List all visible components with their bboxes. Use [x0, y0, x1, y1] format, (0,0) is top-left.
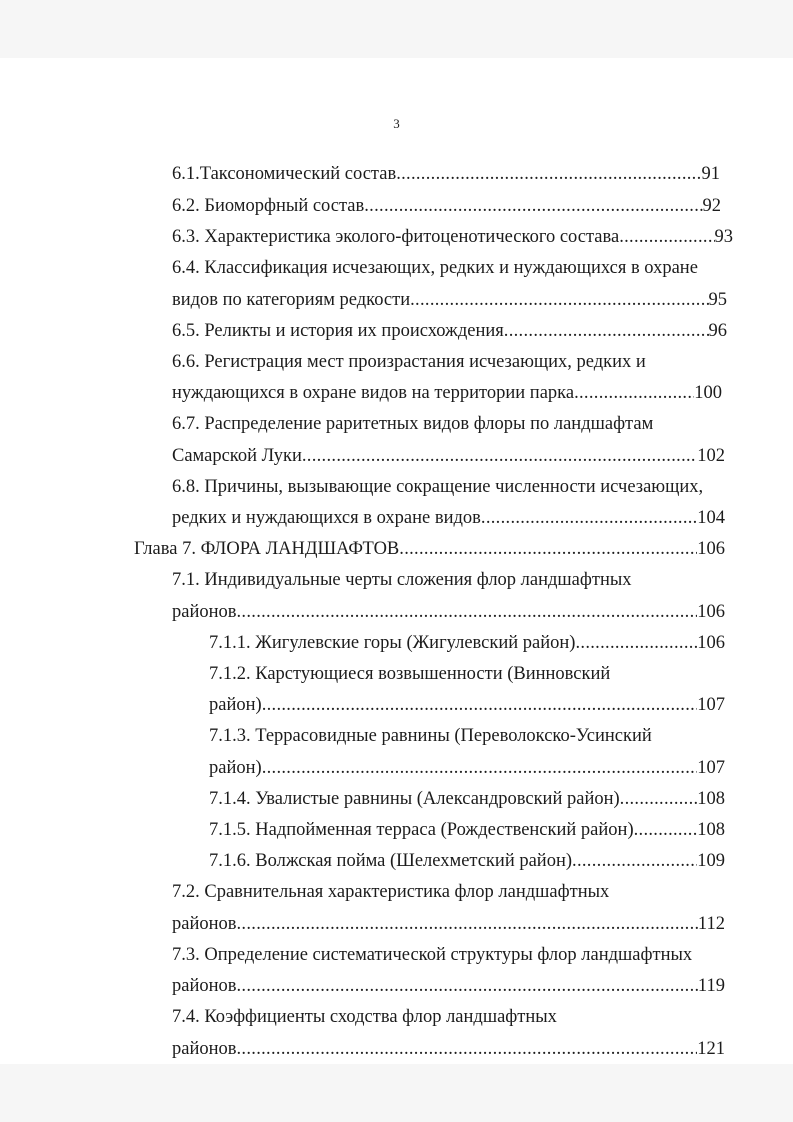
toc-leader-dots — [237, 974, 698, 998]
toc-entry-page: 121 — [697, 1039, 725, 1059]
toc-entry — [209, 631, 725, 655]
toc-entry-page: 93 — [714, 227, 733, 247]
toc-leader-dots — [574, 381, 694, 405]
toc-entry-title: 6.5. Реликты и история их происхождения — [172, 321, 504, 341]
toc-entry — [172, 506, 725, 530]
toc-leader-dots — [410, 288, 708, 312]
toc-entry-line: 6.8. Причины, вызывающие сокращение численности исчезающих, — [172, 477, 704, 497]
toc-entry-line: 7.1.3. Террасовидные равнины (Переволокско-Усинский — [209, 726, 652, 746]
toc-entry-title: районов — [172, 602, 237, 622]
toc-entry-title: 6.1.Таксономический состав — [172, 164, 397, 184]
toc-entry — [172, 600, 725, 624]
toc-leader-dots — [237, 600, 698, 624]
toc-entry — [172, 381, 722, 405]
toc-leader-dots — [619, 225, 714, 249]
toc-entry-line: 7.1.2. Карстующиеся возвышенности (Винновский — [209, 664, 611, 684]
toc-entry-page: 112 — [697, 914, 725, 934]
toc-leader-dots — [481, 506, 697, 530]
toc-entry-title: районов — [172, 976, 237, 996]
toc-entry-page: 106 — [697, 602, 725, 622]
toc-entry-line: 7.4. Коэффициенты сходства флор ландшафтных — [172, 1007, 557, 1027]
toc-leader-dots — [262, 693, 698, 717]
toc-entry-title: Глава 7. ФЛОРА ЛАНДШАФТОВ — [134, 539, 400, 559]
toc-entry-line: 7.3. Определение систематической структуры флор ландшафтных — [172, 945, 693, 965]
toc-entry-page: 119 — [697, 976, 725, 996]
toc-leader-dots — [396, 162, 701, 186]
toc-entry — [209, 756, 725, 780]
toc-leader-dots — [302, 444, 697, 468]
toc-entry — [172, 162, 720, 186]
toc-entry-title: видов по категориям редкости — [172, 290, 411, 310]
toc-entry-title: 6.2. Биоморфный состав — [172, 196, 365, 216]
toc-entry-title: 6.3. Характеристика эколого-фитоценотического состава — [172, 227, 620, 247]
toc-entry-page: 106 — [697, 633, 725, 653]
toc-entry-page: 108 — [697, 820, 725, 840]
toc-leader-dots — [504, 319, 709, 343]
scan-margin-bottom — [0, 1064, 793, 1122]
toc-entry-line: 6.6. Регистрация мест произрастания исчезающих, редких и — [172, 352, 646, 372]
toc-leader-dots — [237, 912, 698, 936]
toc-entry-line: 6.4. Классификация исчезающих, редких и нуждающихся в охране — [172, 258, 698, 278]
toc-entry — [172, 444, 725, 468]
toc-entry-page: 107 — [697, 758, 725, 778]
toc-entry-page: 95 — [708, 290, 727, 310]
toc-entry-title: Самарской Луки — [172, 446, 302, 466]
toc-entry — [209, 787, 725, 811]
toc-entry-page: 109 — [697, 851, 725, 871]
toc-leader-dots — [364, 194, 702, 218]
toc-entry-page: 92 — [702, 196, 721, 216]
toc-entry-line: 7.1. Индивидуальные черты сложения флор ландшафтных — [172, 570, 632, 590]
toc-entry — [209, 818, 725, 842]
toc-entry — [172, 194, 721, 218]
toc-entry-title: районов — [172, 914, 237, 934]
toc-entry — [172, 225, 733, 249]
toc-entry-page: 104 — [697, 508, 725, 528]
toc-leader-dots — [575, 631, 697, 655]
toc-leader-dots — [237, 1037, 698, 1061]
toc-entry-line: 7.2. Сравнительная характеристика флор ландшафтных — [172, 882, 610, 902]
toc-entry — [172, 288, 727, 312]
toc-entry — [172, 319, 727, 343]
toc-entry — [209, 849, 725, 873]
page-number: 3 — [393, 116, 400, 131]
toc-leader-dots — [620, 787, 698, 811]
toc-entry — [172, 974, 725, 998]
toc-entry-page: 107 — [697, 695, 725, 715]
toc-chapter-entry — [134, 537, 725, 561]
toc-entry-page: 102 — [697, 446, 725, 466]
toc-entry-page: 91 — [701, 164, 720, 184]
toc-entry-title: район) — [209, 695, 262, 715]
toc-entry-title: районов — [172, 1039, 237, 1059]
toc-entry-page: 96 — [708, 321, 727, 341]
toc-entry — [209, 693, 725, 717]
toc-entry-title: район) — [209, 758, 262, 778]
toc-entry-title: 7.1.4. Увалистые равнины (Александровский район) — [209, 789, 620, 809]
toc-leader-dots — [572, 849, 697, 873]
toc-entry-line: 6.7. Распределение раритетных видов флоры по ландшафтам — [172, 414, 654, 434]
toc-entry-title: нуждающихся в охране видов на территории парка — [172, 383, 575, 403]
toc-entry-page: 106 — [697, 539, 725, 559]
scan-margin-top — [0, 0, 793, 58]
toc-entry-page: 100 — [694, 383, 722, 403]
toc-entry-page: 108 — [697, 789, 725, 809]
toc-leader-dots — [399, 537, 697, 561]
toc-entry-title: редких и нуждающихся в охране видов — [172, 508, 481, 528]
toc-leader-dots — [262, 756, 698, 780]
toc-entry — [172, 912, 725, 936]
toc-entry-title: 7.1.1. Жигулевские горы (Жигулевский район) — [209, 633, 576, 653]
toc-leader-dots — [634, 818, 698, 842]
toc-entry — [172, 1037, 725, 1061]
toc-entry-title: 7.1.5. Надпойменная терраса (Рождественский район) — [209, 820, 634, 840]
toc-entry-title: 7.1.6. Волжская пойма (Шелехметский район) — [209, 851, 573, 871]
